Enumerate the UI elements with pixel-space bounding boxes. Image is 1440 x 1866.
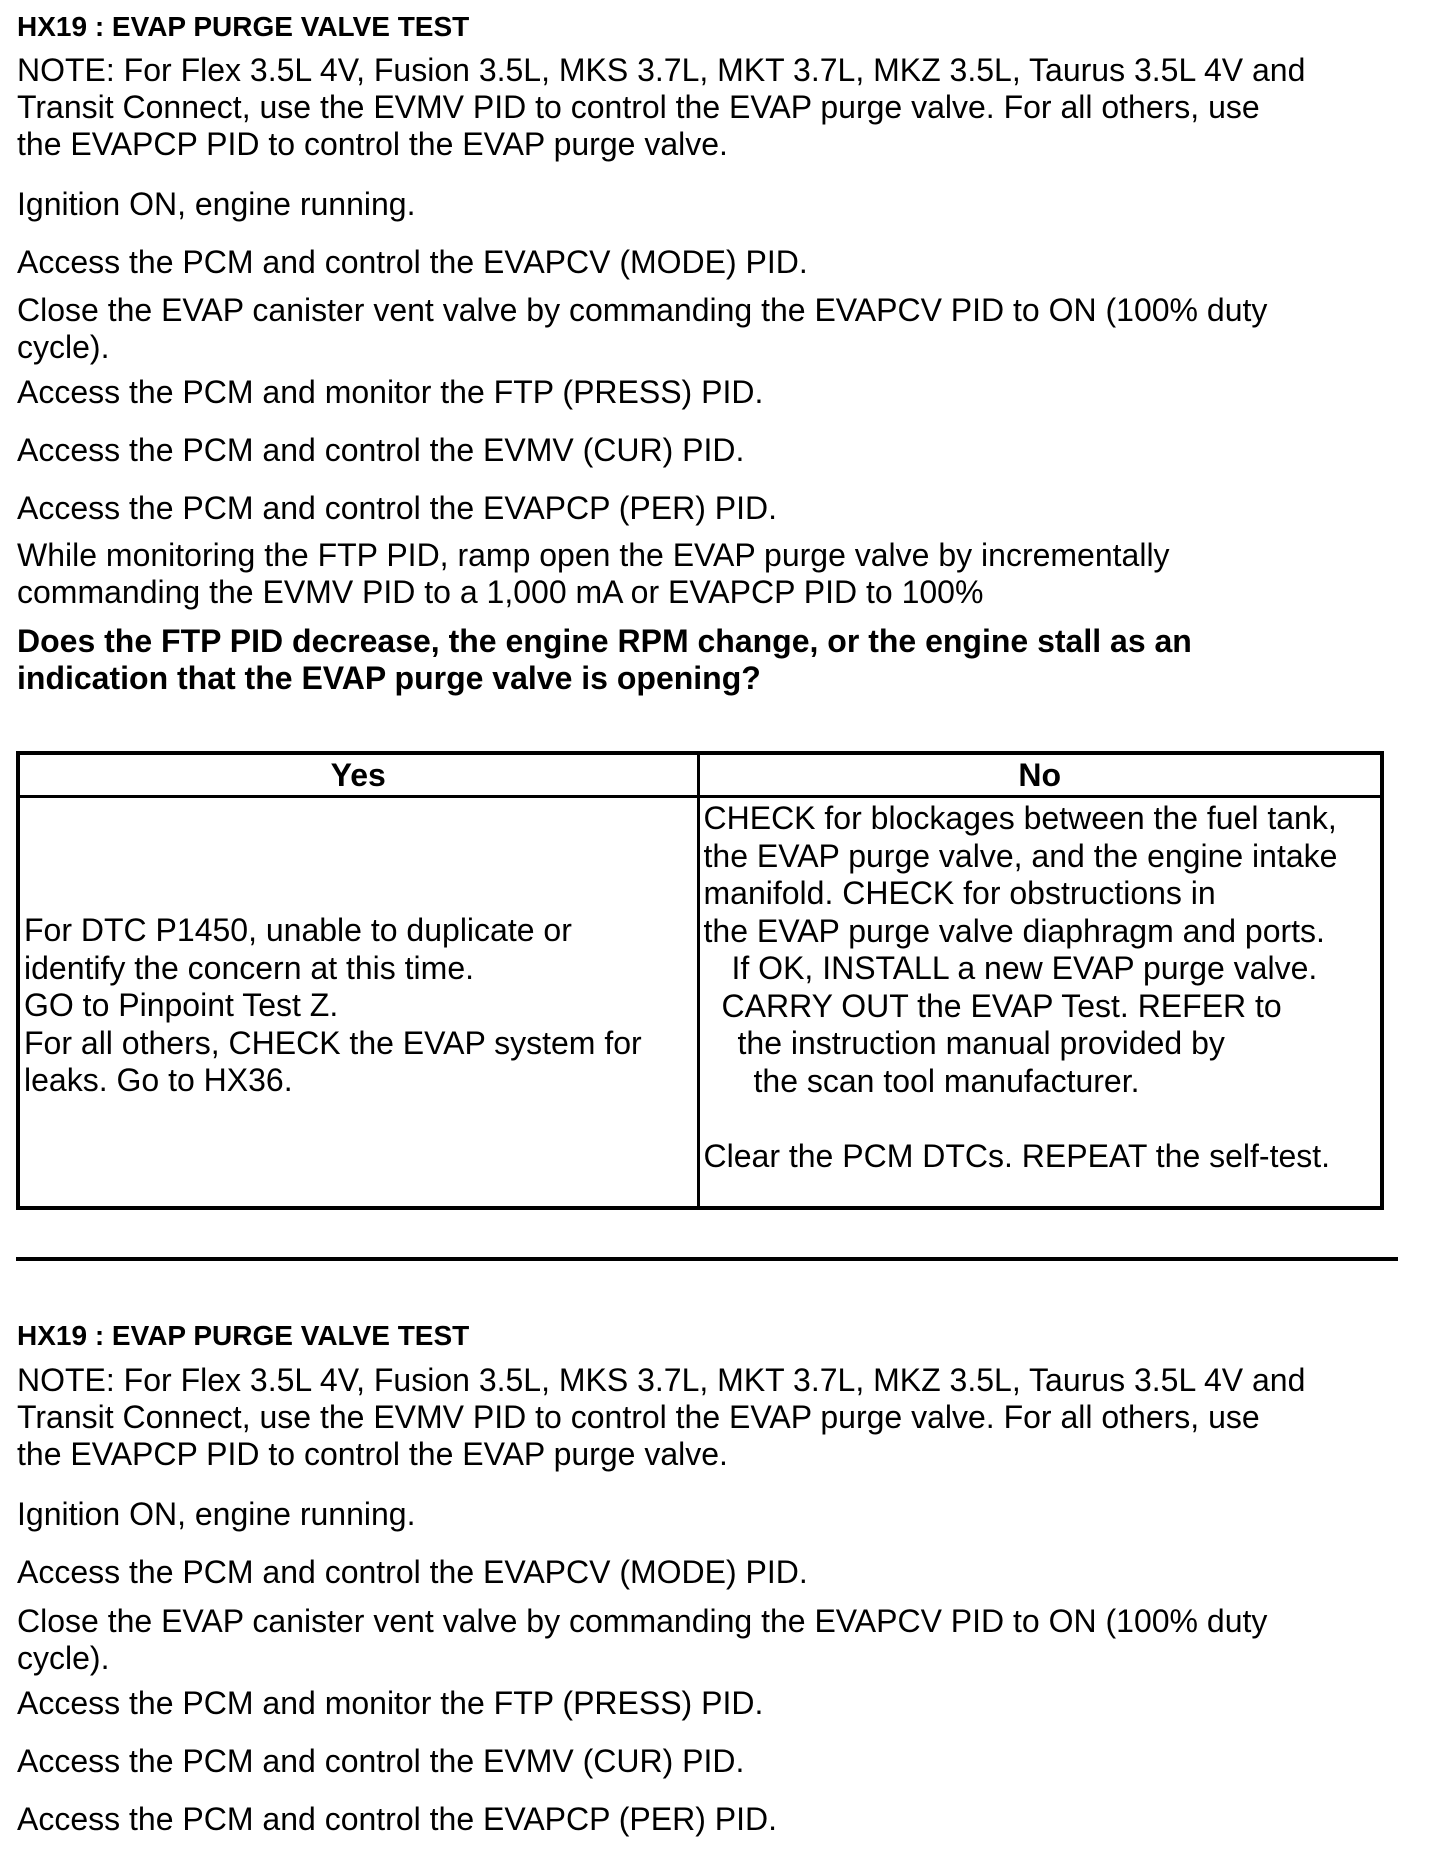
no-line (704, 1100, 1377, 1138)
no-line: If OK, INSTALL a new EVAP purge valve. (731, 950, 1318, 986)
yes-no-table (16, 751, 1384, 1210)
yes-line: For DTC P1450, unable to duplicate or (24, 912, 572, 948)
yes-line: GO to Pinpoint Test Z. (24, 987, 339, 1023)
step-close-vent-valve: Close the EVAP canister vent valve by commanding the EVAPCV PID to ON (100% duty cycle). (17, 292, 1268, 365)
step-control-evapcv: Access the PCM and control the EVAPCV (MODE) PID. (17, 1554, 808, 1590)
no-line: the EVAP purge valve, and the engine intake (703, 837, 1338, 874)
step-control-evapcp: Access the PCM and control the EVAPCP (PER) PID. (17, 490, 777, 526)
no-line: the instruction manual provided by (737, 1025, 1225, 1061)
no-header: No (698, 753, 1382, 797)
no-cell (698, 797, 1382, 1209)
step-close-vent-valve: Close the EVAP canister vent valve by commanding the EVAPCV PID to ON (100% duty cycle). (17, 1603, 1268, 1676)
no-line: CHECK for blockages between the fuel tank, (703, 800, 1337, 836)
step-control-evapcv: Access the PCM and control the EVAPCV (MODE) PID. (17, 244, 808, 280)
yes-cell (18, 797, 698, 1209)
table-header-row (18, 753, 1382, 797)
section-title: HX19 : EVAP PURGE VALVE TEST (17, 11, 470, 42)
section-divider (16, 1257, 1398, 1261)
table-body-row (18, 797, 1382, 1209)
step-ignition: Ignition ON, engine running. (17, 1496, 416, 1532)
note-paragraph: NOTE: For Flex 3.5L 4V, Fusion 3.5L, MKS 3.7L, MKT 3.7L, MKZ 3.5L, Taurus 3.5L 4V and Transit Connect, use the EVMV PID to control the EVAP purge valve. For all others, use the EVAPCP PID to control the EVAP purge valve. (17, 1362, 1306, 1472)
step-ramp-purge-valve: While monitoring the FTP PID, ramp open the EVAP purge valve by incrementally commanding the EVMV PID to a 1,000 mA or EVAPCP PID to 100% (17, 537, 1170, 610)
no-line: CARRY OUT the EVAP Test. REFER to (721, 987, 1282, 1024)
step-control-evmv: Access the PCM and control the EVMV (CUR) PID. (17, 432, 745, 468)
test-question: Does the FTP PID decrease, the engine RPM change, or the engine stall as an indication that the EVAP purge valve is opening? (17, 623, 1192, 696)
no-line: the EVAP purge valve diaphragm and ports. (703, 912, 1325, 949)
yes-line: For all others, CHECK the EVAP system for (24, 1024, 642, 1061)
yes-line: leaks. Go to HX36. (24, 1062, 293, 1098)
yes-header: Yes (18, 753, 698, 797)
step-monitor-ftp: Access the PCM and monitor the FTP (PRESS) PID. (17, 1685, 764, 1721)
section-title: HX19 : EVAP PURGE VALVE TEST (17, 1320, 470, 1351)
yes-line: identify the concern at this time. (24, 949, 474, 986)
step-control-evmv: Access the PCM and control the EVMV (CUR) PID. (17, 1743, 745, 1779)
no-line: manifold. CHECK for obstructions in (703, 875, 1216, 911)
step-control-evapcp: Access the PCM and control the EVAPCP (PER) PID. (17, 1801, 777, 1837)
step-ignition: Ignition ON, engine running. (17, 186, 416, 222)
step-monitor-ftp: Access the PCM and monitor the FTP (PRESS) PID. (17, 374, 764, 410)
no-line: Clear the PCM DTCs. REPEAT the self-test. (703, 1137, 1331, 1174)
note-paragraph: NOTE: For Flex 3.5L 4V, Fusion 3.5L, MKS 3.7L, MKT 3.7L, MKZ 3.5L, Taurus 3.5L 4V and Transit Connect, use the EVMV PID to control the EVAP purge valve. For all others, use the EVAPCP PID to control the EVAP purge valve. (17, 52, 1306, 162)
no-line: the scan tool manufacturer. (753, 1062, 1140, 1099)
